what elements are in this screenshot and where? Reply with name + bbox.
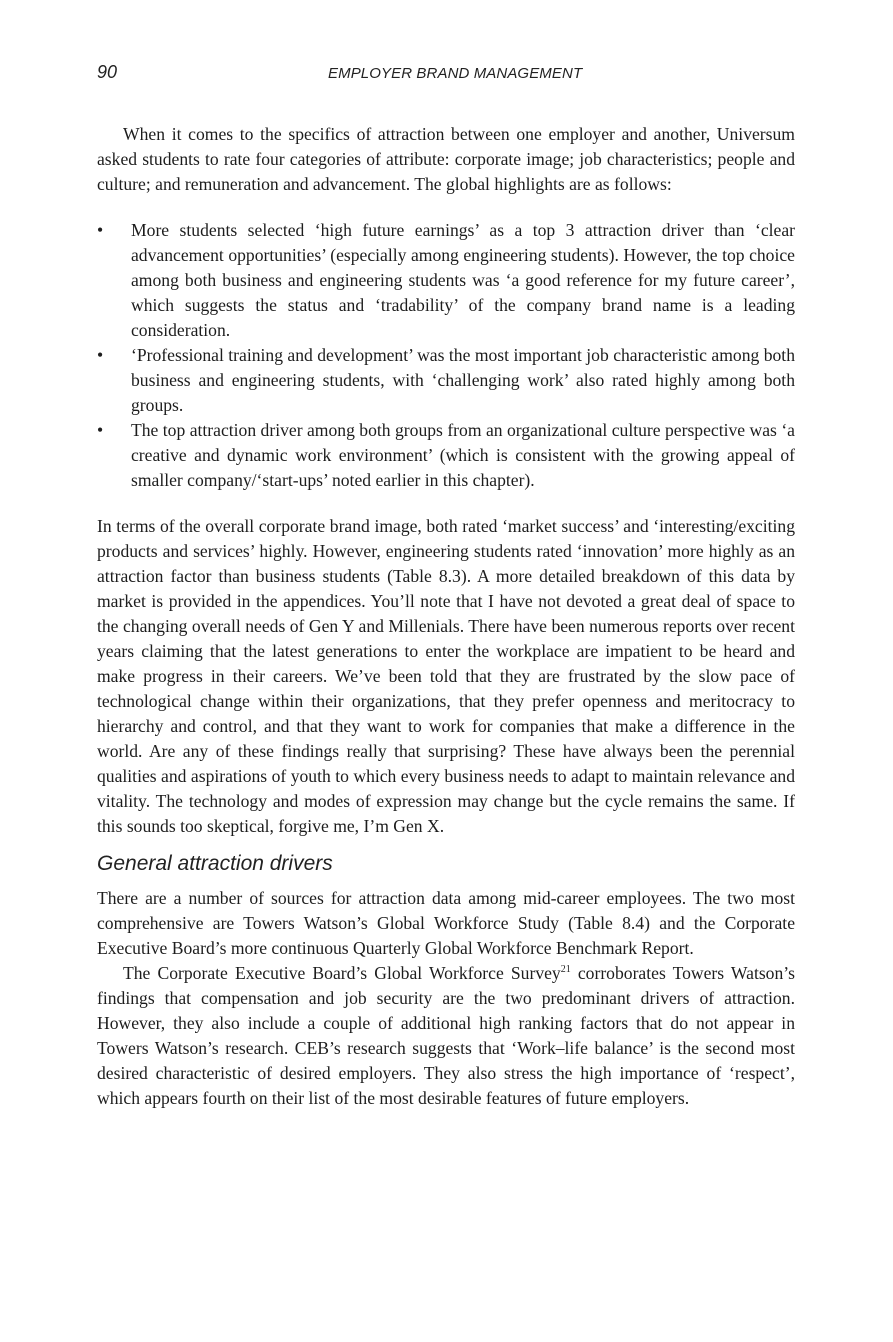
body-text: [97, 122, 795, 1111]
list-item-text: ‘Professional training and development’ was the most important job characteristic among both business and engineering students, with ‘challenging work’ also rated highly among both groups.: [131, 345, 795, 415]
highlights-list: [97, 218, 795, 493]
bullet-icon: •: [97, 220, 104, 240]
running-title: EMPLOYER BRAND MANAGEMENT: [328, 65, 583, 82]
bullet-icon: •: [97, 345, 104, 365]
paragraph-ceb-rest: corroborates Towers Watson’s findings that compensation and job security are the two predominant drivers of attraction. However, they also include a couple of additional high ranking factors that do not appear in Towers Watson’s research. CEB’s research suggests that ‘Work–life balance’ is the second most desired characteristic of desired employers. They also stress the high importance of ‘respect’, which appears fourth on their list of the most desirable features of future employers.: [97, 963, 796, 1108]
running-header: [97, 62, 795, 86]
page-number: 90: [97, 62, 118, 82]
list-item-text: The top attraction driver among both groups from an organizational culture perspective was ‘a creative and dynamic work environment’ (which is consistent with the growing appeal of smaller company/‘start-ups’ noted earlier in this chapter).: [131, 420, 795, 490]
paragraph-ceb-start: The Corporate Executive Board’s Global Workforce Survey: [123, 963, 561, 983]
bullet-icon: •: [97, 420, 104, 440]
paragraph-sources: There are a number of sources for attraction data among mid-career employees. The two most comprehensive are Towers Watson’s Global Workforce Study (Table 8.4) and the Corporate Executive Board’s more continuous Quarterly Global Workforce Benchmark Report.: [97, 888, 795, 958]
list-item: [97, 418, 795, 493]
paragraph-universum: When it comes to the specifics of attraction between one employer and another, Universum asked students to rate four categories of attribute: corporate image; job characteristics; people and culture; and remuneration and advancement. The global highlights are as follows:: [97, 124, 795, 194]
section-heading: General attraction drivers: [97, 852, 333, 875]
list-item: [97, 218, 795, 343]
footnote-marker[interactable]: 21: [560, 964, 571, 976]
list-item-text: More students selected ‘high future earnings’ as a top 3 attraction driver than ‘clear advancement opportunities’ (especially among engineering students). However, the top choice among both business and engineering students was ‘a good reference for my future career’, which suggests the status and ‘tradability’ of the company brand name is a leading consideration.: [131, 220, 795, 340]
paragraph-ceb: [97, 961, 795, 1111]
paragraph-brand-image: In terms of the overall corporate brand image, both rated ‘market success’ and ‘interesting/exciting products and services’ highly. However, engineering students rated ‘innovation’ more highly as an attraction factor than business students (Table 8.3). A more detailed breakdown of this data by market is provided in the appendices. You’ll note that I have not devoted a great deal of space to the changing overall needs of Gen Y and Millenials. There have been numerous reports over recent years claiming that the latest generations to enter the workplace are impatient to be heard and make progress in their careers. We’ve been told that they are frustrated by the slow pace of technological change within their organizations, that they prefer openness and meritocracy to hierarchy and control, and that they want to work for companies that make a difference in the world. Are any of these findings really that surprising? These have always been the perennial qualities and aspirations of youth to which every business needs to adapt to maintain relevance and vitality. The technology and modes of expression may change but the cycle remains the same. If this sounds too skeptical, forgive me, I’m Gen X.: [97, 516, 795, 836]
list-item: [97, 343, 795, 418]
